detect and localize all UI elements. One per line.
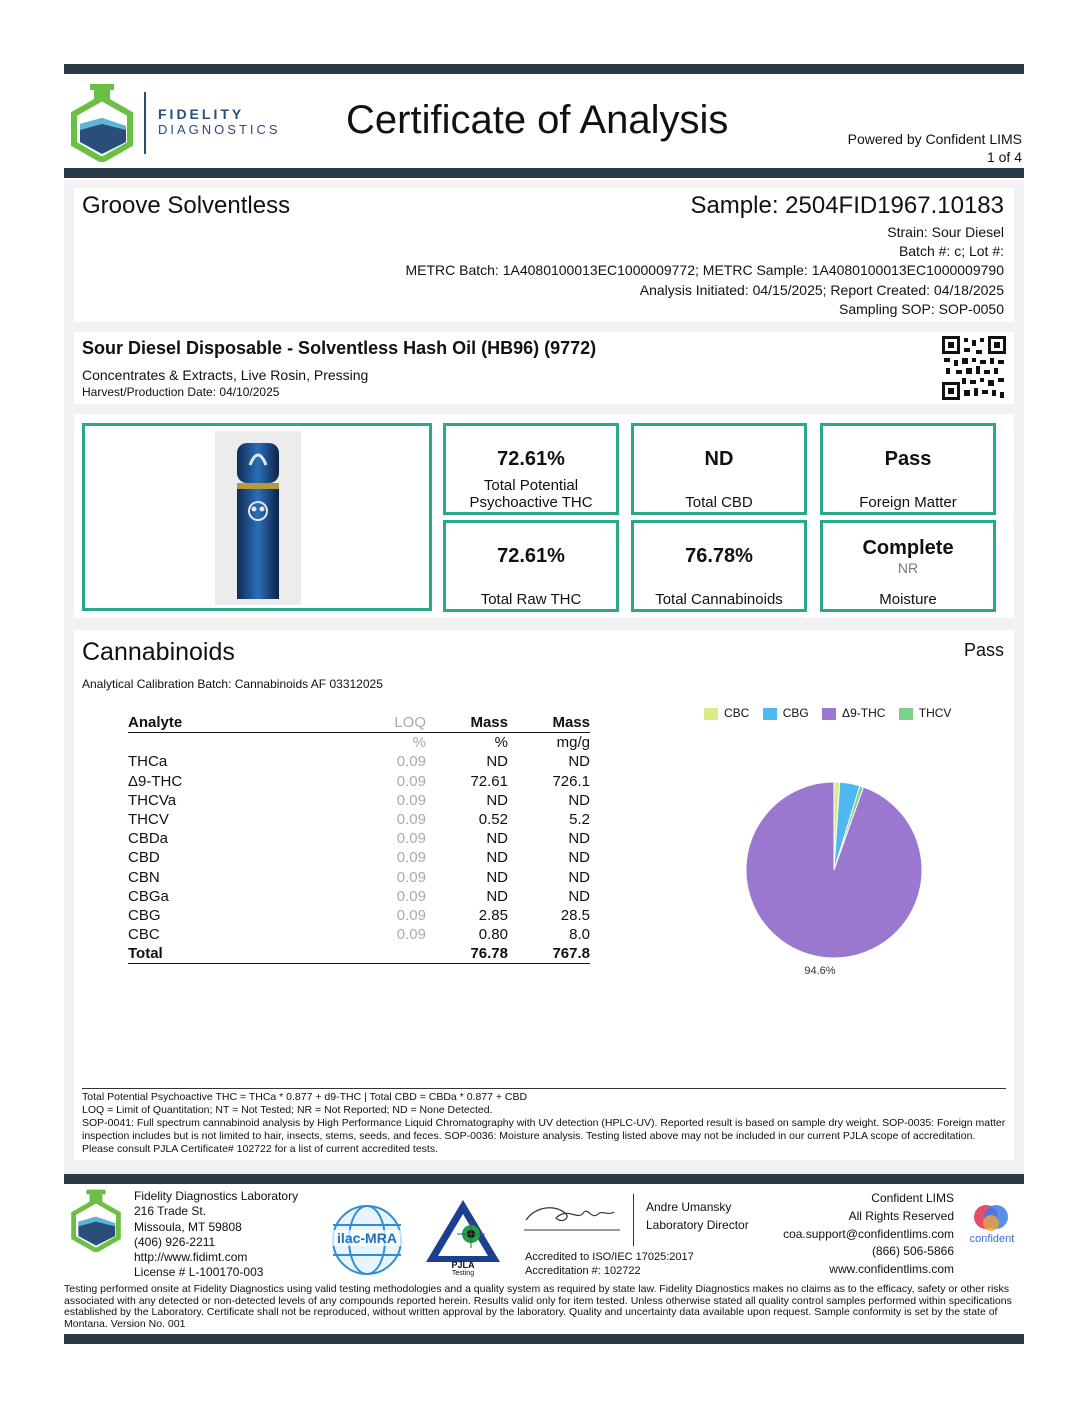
analyte: CBDa bbox=[128, 830, 169, 848]
card-total-cbd bbox=[631, 423, 807, 515]
table-row bbox=[128, 925, 590, 944]
qr-code[interactable] bbox=[942, 336, 1006, 400]
pjla-triangle-icon bbox=[424, 1198, 502, 1264]
product-name: Sour Diesel Disposable - Solventless Hash Oil (HB96) (9772) bbox=[82, 338, 597, 358]
brand-name-1: FIDELITY bbox=[158, 106, 245, 122]
card-label: Total Cannabinoids bbox=[655, 591, 783, 608]
mass-pct: 72.61 bbox=[470, 772, 508, 790]
table-row bbox=[128, 887, 590, 906]
table-row bbox=[128, 829, 590, 848]
legend-item bbox=[899, 706, 952, 720]
mass-pct: ND bbox=[486, 753, 508, 771]
card-moisture bbox=[820, 520, 996, 612]
mass-pct: ND bbox=[486, 868, 508, 886]
analyte: CBG bbox=[128, 906, 161, 924]
card-value: 76.78% bbox=[685, 545, 753, 567]
card-label: Psychoactive THC bbox=[469, 494, 593, 511]
signature-divider bbox=[633, 1194, 634, 1246]
table-row bbox=[128, 906, 590, 925]
pie-data-label: 94.6% bbox=[804, 965, 836, 977]
brand-name-2: DIAGNOSTICS bbox=[158, 122, 281, 137]
unit-cell bbox=[128, 733, 348, 753]
confident-phone: (866) 506-5866 bbox=[871, 1244, 954, 1259]
lab-street: 216 Trade St. bbox=[134, 1204, 207, 1219]
lab-website[interactable]: http://www.fidimt.com bbox=[134, 1250, 248, 1265]
footer-bar-top bbox=[64, 1174, 1024, 1184]
sop-note: SOP-0041: Full spectrum cannabinoid analysis by High Performance Liquid Chromatography with UV detection (HPLC-UV). Reported result is based on sample dry weight. SOP-0035: Foreign matter inspection includes but is not limited to hair, insects, stems, seeds, and feces. SOP-0036: Moisture analysis. Testing listed above may not be included in our current PJLA scope of accreditation. Please consult PJLA Certificate# 102722 for a list of current accredited tests. bbox=[82, 1117, 1006, 1155]
lab-city: Missoula, MT 59808 bbox=[134, 1219, 242, 1234]
fidelity-logo bbox=[70, 82, 134, 162]
product-photo bbox=[215, 431, 301, 605]
lab-phone: (406) 926-2211 bbox=[134, 1234, 216, 1249]
loq: 0.09 bbox=[396, 811, 426, 829]
metrc-info: METRC Batch: 1A4080100013EC1000009772; METRC Sample: 1A4080100013EC1000009790 bbox=[405, 262, 1004, 278]
mass-mg: 8.0 bbox=[569, 926, 590, 944]
analyte: CBGa bbox=[128, 887, 169, 905]
loq: 0.09 bbox=[396, 926, 426, 944]
column-header: Analyte bbox=[128, 714, 183, 732]
unit-cell: mg/g bbox=[556, 734, 590, 752]
mass-pct: 0.52 bbox=[478, 811, 508, 829]
loq: 0.09 bbox=[396, 753, 426, 771]
summary-panel bbox=[74, 414, 1014, 618]
pjla-testing-text: Testing bbox=[451, 1270, 475, 1277]
column-header: Mass bbox=[470, 714, 508, 732]
loq: 0.09 bbox=[396, 772, 426, 790]
qr-code-icon bbox=[942, 336, 1006, 400]
mass-mg: 5.2 bbox=[569, 811, 590, 829]
mass-pct: 0.80 bbox=[478, 926, 508, 944]
legend-label: Δ9-THC bbox=[842, 706, 886, 720]
header-bar bbox=[64, 168, 1024, 178]
client-name: Groove Solventless bbox=[82, 192, 291, 219]
signature-image bbox=[522, 1198, 622, 1232]
mass-mg: ND bbox=[568, 868, 590, 886]
ilac-mra-logo bbox=[330, 1203, 404, 1277]
product-panel bbox=[74, 332, 1014, 404]
mass-mg: ND bbox=[568, 887, 590, 905]
legend-label: CBG bbox=[782, 706, 809, 720]
total-row bbox=[128, 944, 590, 964]
card-foreign-matter bbox=[820, 423, 996, 515]
card-value: ND bbox=[704, 448, 734, 470]
flask-icon bbox=[70, 82, 134, 162]
table-row bbox=[128, 752, 590, 771]
director-title: Laboratory Director bbox=[646, 1218, 749, 1232]
card-sub: NR bbox=[897, 560, 919, 576]
confident-name: Confident LIMS bbox=[871, 1191, 954, 1205]
loq: 0.09 bbox=[396, 868, 426, 886]
logo-divider bbox=[144, 92, 146, 154]
card-value: 72.61% bbox=[497, 448, 565, 470]
table-row bbox=[128, 791, 590, 810]
legend-label: CBC bbox=[724, 706, 750, 720]
card-label: Moisture bbox=[879, 591, 937, 608]
cannabinoid-pie-chart bbox=[734, 770, 934, 990]
units-row bbox=[128, 733, 590, 753]
analyte: THCa bbox=[128, 753, 168, 771]
loq: 0.09 bbox=[396, 791, 426, 809]
powered-by: Powered by Confident LIMS bbox=[847, 131, 1022, 147]
section-status: Pass bbox=[963, 640, 1004, 660]
cannabinoids-panel bbox=[74, 630, 1014, 1160]
legend-item bbox=[763, 706, 809, 720]
legend-item bbox=[704, 706, 749, 720]
analyte: THCV bbox=[128, 811, 169, 829]
sample-panel bbox=[74, 188, 1014, 322]
cannabinoid-table bbox=[128, 713, 590, 964]
legend-swatch bbox=[899, 708, 913, 720]
analyte: CBN bbox=[128, 868, 160, 886]
unit-cell: % bbox=[494, 734, 508, 752]
mass-mg: ND bbox=[568, 830, 590, 848]
footer-logo bbox=[70, 1188, 122, 1252]
unit-cell: % bbox=[412, 734, 426, 752]
total-mg: 767.8 bbox=[552, 945, 590, 963]
abbreviation-note: LOQ = Limit of Quantitation; NT = Not Tested; NR = Not Reported; ND = None Detected. bbox=[82, 1104, 493, 1116]
harvest-date: Harvest/Production Date: 04/10/2025 bbox=[82, 385, 280, 399]
column-header: Mass bbox=[552, 714, 590, 732]
vape-device-image bbox=[215, 431, 301, 605]
confident-logo-icon bbox=[964, 1202, 1020, 1232]
loq: 0.09 bbox=[396, 830, 426, 848]
pjla-text: PJLA bbox=[451, 1260, 475, 1270]
confident-email[interactable]: coa.support@confidentlims.com bbox=[783, 1226, 954, 1241]
loq: 0.09 bbox=[396, 849, 426, 867]
table-header-row bbox=[128, 713, 590, 733]
card-label: Total Raw THC bbox=[480, 591, 582, 608]
analyte: Δ9-THC bbox=[128, 772, 183, 790]
card-total-raw-thc bbox=[443, 520, 619, 612]
total-loq bbox=[348, 944, 426, 964]
lab-license: License # L-100170-003 bbox=[134, 1265, 264, 1280]
pjla-logo bbox=[424, 1198, 502, 1280]
product-category: Concentrates & Extracts, Live Rosin, Pressing bbox=[82, 367, 369, 383]
calibration-batch: Analytical Calibration Batch: Cannabinoids AF 03312025 bbox=[82, 677, 383, 691]
legend-swatch bbox=[704, 708, 718, 720]
analyte: THCVa bbox=[128, 791, 177, 809]
sample-id: Sample: 2504FID1967.10183 bbox=[690, 192, 1004, 219]
table-row bbox=[128, 810, 590, 829]
card-total-psychoactive-thc bbox=[443, 423, 619, 515]
loq: 0.09 bbox=[396, 906, 426, 924]
mass-pct: ND bbox=[486, 791, 508, 809]
pie-slice-Δ9-THC bbox=[746, 782, 922, 958]
strain: Strain: Sour Diesel bbox=[887, 224, 1004, 240]
analysis-dates: Analysis Initiated: 04/15/2025; Report Created: 04/18/2025 bbox=[639, 282, 1004, 298]
analyte: CBD bbox=[128, 849, 160, 867]
card-value: Complete bbox=[862, 537, 954, 559]
total-pct: 76.78 bbox=[470, 945, 508, 963]
formula-note: Total Potential Psychoactive THC = THCa * 0.877 + d9-THC | Total CBD = CBDa * 0.877 + CBD bbox=[82, 1091, 528, 1103]
director-signature bbox=[522, 1198, 622, 1232]
page-number: 1 of 4 bbox=[986, 149, 1022, 165]
chart-legend bbox=[704, 706, 951, 720]
mass-mg: ND bbox=[568, 753, 590, 771]
card-label: Total Potential bbox=[483, 477, 579, 494]
mass-mg: 28.5 bbox=[560, 906, 590, 924]
analyte: CBC bbox=[128, 926, 160, 944]
card-value: 72.61% bbox=[497, 545, 565, 567]
table-row bbox=[128, 848, 590, 867]
column-header: LOQ bbox=[394, 714, 426, 732]
legend-swatch bbox=[822, 708, 836, 720]
mass-mg: 726.1 bbox=[552, 772, 590, 790]
disclaimer: Testing performed onsite at Fidelity Diagnostics using valid testing methodologies and a quality system as required by state law. Fidelity Diagnostics makes no claims as to the efficacy, safety or other risks associated with any detected or non-detected levels of any compounds reported herein. Results valid only for item tested. Unless otherwise stated all quality control samples performed within specifications established by the Laboratory. Certificate shall not be reproduced, without written approval by the laboratory. Quality and uncertainty data available upon request. Sample conformity is set by the state of Montana. Version No. 001 bbox=[64, 1283, 1012, 1330]
card-label: Foreign Matter bbox=[859, 494, 957, 511]
mass-pct: ND bbox=[486, 887, 508, 905]
total-label: Total bbox=[128, 945, 163, 963]
confident-rights: All Rights Reserved bbox=[848, 1208, 954, 1223]
mass-pct: 2.85 bbox=[478, 906, 508, 924]
mass-pct: ND bbox=[486, 849, 508, 867]
page-title: Certificate of Analysis bbox=[346, 98, 729, 142]
loq: 0.09 bbox=[396, 887, 426, 905]
director-name: Andre Umansky bbox=[646, 1200, 732, 1214]
card-value: Pass bbox=[884, 448, 932, 470]
batch-lot: Batch #: c; Lot #: bbox=[898, 243, 1004, 259]
mass-mg: ND bbox=[568, 849, 590, 867]
iso-accreditation: Accredited to ISO/IEC 17025:2017 bbox=[525, 1251, 694, 1263]
legend-label: THCV bbox=[918, 706, 952, 720]
footer-bar-bottom bbox=[64, 1334, 1024, 1344]
product-image-card bbox=[82, 423, 432, 611]
top-bar bbox=[64, 64, 1024, 74]
legend-swatch bbox=[763, 708, 777, 720]
confident-website[interactable]: www.confidentlims.com bbox=[829, 1262, 954, 1277]
mass-mg: ND bbox=[568, 791, 590, 809]
lab-address bbox=[134, 1189, 298, 1281]
confident-logo-text: confident bbox=[969, 1233, 1015, 1245]
legend-item bbox=[822, 706, 885, 720]
confident-logo bbox=[964, 1202, 1020, 1248]
flask-icon bbox=[70, 1188, 122, 1252]
confident-contact bbox=[783, 1190, 954, 1279]
ilac-text: ilac-MRA bbox=[330, 1230, 404, 1246]
mass-pct: ND bbox=[486, 830, 508, 848]
accreditation-number: Accreditation #: 102722 bbox=[525, 1265, 641, 1277]
card-label: Total CBD bbox=[685, 494, 753, 511]
section-title: Cannabinoids bbox=[82, 638, 235, 666]
table-row bbox=[128, 868, 590, 887]
notes-divider bbox=[82, 1088, 1006, 1089]
sampling-sop: Sampling SOP: SOP-0050 bbox=[839, 301, 1004, 317]
table-row bbox=[128, 772, 590, 791]
card-total-cannabinoids bbox=[631, 520, 807, 612]
lab-name: Fidelity Diagnostics Laboratory bbox=[134, 1189, 299, 1203]
